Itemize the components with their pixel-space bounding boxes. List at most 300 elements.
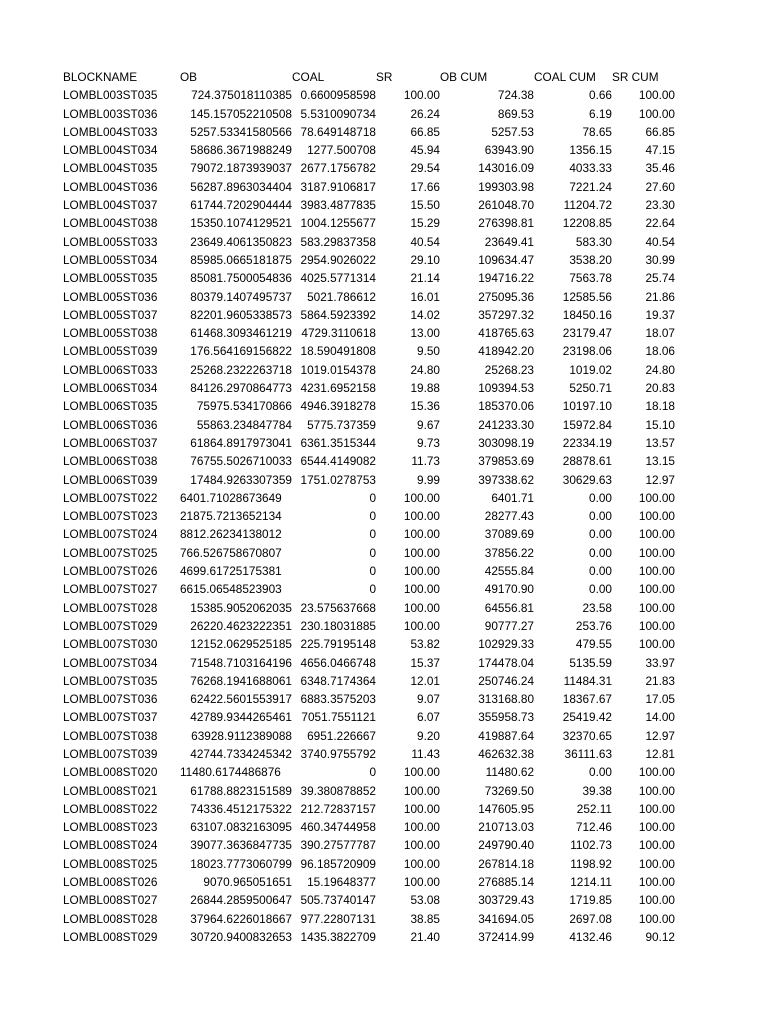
cell-sr: 15.37 (410, 655, 440, 670)
cell-blockname: LOMBL006ST035 (63, 399, 158, 414)
cell-ob-cum: 261048.70 (478, 198, 534, 213)
table-row (63, 599, 675, 617)
cell-blockname: LOMBL008ST025 (63, 856, 158, 871)
cell-sr-cum: 15.10 (645, 417, 675, 432)
cell-coal-cum: 253.76 (575, 618, 612, 633)
cell-ob-cum: 64556.81 (484, 600, 534, 615)
cell-coal-cum: 712.46 (575, 820, 612, 835)
cell-coal: 4231.6952158 (300, 381, 376, 396)
cell-coal-cum: 22334.19 (562, 435, 612, 450)
cell-blockname: LOMBL006ST033 (63, 362, 158, 377)
cell-coal-cum: 1198.92 (570, 856, 612, 871)
cell-coal: 0 (369, 545, 376, 560)
cell-ob-cum: 49170.90 (484, 582, 534, 597)
cell-ob-cum: 174478.04 (478, 655, 534, 670)
header-sr: SR (376, 70, 393, 84)
cell-blockname: LOMBL007ST038 (63, 728, 158, 743)
cell-coal-cum: 11484.31 (563, 673, 612, 688)
cell-blockname: LOMBL006ST034 (63, 381, 158, 396)
cell-coal: 0 (369, 564, 376, 579)
table-row (63, 123, 675, 141)
cell-blockname: LOMBL008ST022 (63, 801, 158, 816)
cell-sr: 15.29 (410, 216, 440, 231)
cell-blockname: LOMBL008ST027 (63, 893, 158, 908)
cell-ob: 63928.9112389088 (191, 728, 292, 743)
cell-sr-cum: 100.00 (638, 618, 675, 633)
cell-coal-cum: 0.00 (589, 582, 612, 597)
header-coal: COAL (292, 70, 325, 84)
cell-blockname: LOMBL005ST033 (63, 234, 158, 249)
cell-sr-cum: 25.74 (645, 271, 675, 286)
cell-sr-cum: 100.00 (638, 637, 675, 652)
cell-coal: 2954.9026022 (300, 252, 376, 267)
cell-sr-cum: 18.06 (645, 344, 675, 359)
cell-ob: 11480.6174486876 (180, 765, 281, 780)
cell-ob-cum: 28277.43 (484, 509, 534, 524)
cell-sr: 38.85 (410, 911, 440, 926)
cell-coal-cum: 25419.42 (562, 710, 612, 725)
table-row (63, 635, 675, 653)
cell-coal: 15.19648377 (307, 875, 376, 890)
cell-sr-cum: 22.64 (645, 216, 675, 231)
cell-coal: 2677.1756782 (300, 161, 376, 176)
cell-ob: 61788.8823151589 (190, 783, 292, 798)
table-row (63, 471, 675, 489)
cell-ob: 176.564169156822 (190, 344, 292, 359)
cell-sr: 100.00 (403, 600, 440, 615)
cell-ob: 76268.1941688061 (190, 673, 292, 688)
cell-blockname: LOMBL004ST033 (63, 124, 158, 139)
table-row (63, 196, 675, 214)
table-row (63, 361, 675, 379)
cell-ob: 85081.7500054836 (190, 271, 292, 286)
table-row (63, 818, 675, 836)
spreadsheet (63, 68, 683, 946)
cell-coal-cum: 32370.65 (562, 728, 612, 743)
table-row (63, 306, 675, 324)
cell-coal: 225.79195148 (300, 637, 376, 652)
cell-ob-cum: 147605.95 (478, 801, 534, 816)
cell-blockname: LOMBL007ST025 (63, 545, 158, 560)
cell-ob: 61468.3093461219 (190, 326, 292, 341)
cell-blockname: LOMBL008ST021 (63, 783, 158, 798)
header-sr-cum: SR CUM (612, 70, 659, 84)
table-row (63, 434, 675, 452)
cell-ob-cum: 109634.47 (478, 252, 534, 267)
cell-sr-cum: 100.00 (638, 838, 675, 853)
cell-sr-cum: 20.83 (645, 381, 675, 396)
cell-ob: 75975.534170866 (196, 399, 292, 414)
cell-coal: 3740.9755792 (300, 746, 376, 761)
cell-coal-cum: 78.65 (582, 124, 612, 139)
cell-sr: 100.00 (403, 545, 440, 560)
cell-blockname: LOMBL007ST027 (63, 582, 158, 597)
cell-ob-cum: 250746.24 (478, 673, 534, 688)
cell-ob: 26844.2859500647 (190, 893, 292, 908)
cell-ob-cum: 869.53 (497, 106, 534, 121)
cell-coal-cum: 0.00 (589, 509, 612, 524)
cell-sr-cum: 12.81 (645, 746, 675, 761)
cell-ob: 42789.9344265461 (190, 710, 292, 725)
table-row (63, 580, 675, 598)
cell-ob: 56287.8963034404 (190, 179, 292, 194)
cell-ob-cum: 5257.53 (491, 124, 534, 139)
cell-sr-cum: 13.57 (645, 435, 675, 450)
cell-ob-cum: 23649.41 (484, 234, 534, 249)
table-row (63, 507, 675, 525)
cell-coal: 6361.3515344 (300, 435, 376, 450)
cell-coal-cum: 39.38 (582, 783, 612, 798)
cell-coal-cum: 1719.85 (569, 893, 612, 908)
cell-coal-cum: 1356.15 (569, 143, 612, 158)
cell-ob: 21875.7213652134 (180, 509, 282, 524)
cell-ob-cum: 185370.06 (478, 399, 534, 414)
cell-blockname: LOMBL007ST030 (63, 637, 158, 652)
cell-sr: 9.50 (417, 344, 440, 359)
cell-blockname: LOMBL005ST038 (63, 326, 158, 341)
cell-ob-cum: 462632.38 (478, 746, 534, 761)
cell-ob-cum: 419887.64 (478, 728, 534, 743)
cell-ob-cum: 25268.23 (484, 362, 534, 377)
cell-ob-cum: 210713.03 (478, 820, 534, 835)
cell-blockname: LOMBL005ST036 (63, 289, 158, 304)
cell-ob: 37964.6226018667 (190, 911, 292, 926)
cell-ob: 62422.5601553917 (190, 692, 292, 707)
cell-sr-cum: 35.46 (645, 161, 675, 176)
cell-coal: 3983.4877835 (300, 198, 376, 213)
cell-sr-cum: 33.97 (645, 655, 675, 670)
cell-coal: 1019.0154378 (300, 362, 376, 377)
cell-coal: 5864.5923392 (300, 307, 376, 322)
cell-coal-cum: 0.00 (589, 765, 612, 780)
table-row (63, 489, 675, 507)
cell-sr: 24.80 (410, 362, 440, 377)
cell-blockname: LOMBL004ST035 (63, 161, 158, 176)
cell-coal-cum: 1214.11 (570, 875, 612, 890)
table-row (63, 342, 675, 360)
cell-ob-cum: 194716.22 (478, 271, 534, 286)
cell-blockname: LOMBL008ST026 (63, 875, 158, 890)
cell-ob: 5257.53341580566 (190, 124, 292, 139)
cell-ob-cum: 341694.05 (478, 911, 534, 926)
cell-coal-cum: 2697.08 (569, 911, 612, 926)
table-row (63, 324, 675, 342)
cell-coal: 4729.3110618 (301, 326, 376, 341)
cell-coal-cum: 583.30 (575, 234, 612, 249)
cell-coal: 0 (369, 527, 376, 542)
table-row (63, 214, 675, 232)
cell-sr: 11.73 (411, 454, 440, 469)
cell-sr-cum: 100.00 (638, 600, 675, 615)
cell-sr-cum: 66.85 (645, 124, 675, 139)
cell-ob-cum: 37089.69 (484, 527, 534, 542)
cell-coal: 7051.7551121 (301, 710, 376, 725)
cell-coal-cum: 7221.24 (569, 179, 612, 194)
cell-ob: 30720.9400832653 (190, 929, 292, 944)
cell-coal: 505.73740147 (300, 893, 376, 908)
table-row (63, 178, 675, 196)
cell-sr: 16.01 (410, 289, 440, 304)
table-row (63, 397, 675, 415)
cell-coal-cum: 1102.73 (570, 838, 612, 853)
cell-ob-cum: 267814.18 (478, 856, 534, 871)
cell-sr: 15.36 (410, 399, 440, 414)
cell-ob: 9070.965051651 (203, 875, 292, 890)
cell-ob: 6401.71028673649 (180, 490, 282, 505)
table-row (63, 416, 675, 434)
cell-coal-cum: 5135.59 (569, 655, 612, 670)
cell-coal: 1435.3822709 (300, 929, 376, 944)
table-row (63, 525, 675, 543)
table-row (63, 891, 675, 909)
cell-ob-cum: 372414.99 (478, 929, 534, 944)
cell-ob-cum: 11480.62 (485, 765, 534, 780)
table-row (63, 690, 675, 708)
cell-sr: 9.73 (417, 435, 440, 450)
table-row (63, 800, 675, 818)
cell-coal-cum: 12208.85 (562, 216, 612, 231)
cell-coal-cum: 0.00 (589, 545, 612, 560)
table-row (63, 562, 675, 580)
cell-sr: 100.00 (403, 783, 440, 798)
cell-ob: 79072.1873939037 (190, 161, 292, 176)
table-row (63, 617, 675, 635)
table-row (63, 288, 675, 306)
cell-ob: 26220.4623222351 (190, 618, 292, 633)
cell-blockname: LOMBL005ST039 (63, 344, 158, 359)
cell-sr: 9.20 (417, 728, 440, 743)
cell-coal-cum: 15972.84 (562, 417, 612, 432)
cell-sr-cum: 23.30 (645, 198, 675, 213)
table-row (63, 654, 675, 672)
cell-blockname: LOMBL007ST035 (63, 673, 158, 688)
table-row (63, 928, 675, 946)
table-row (63, 544, 675, 562)
cell-sr: 100.00 (403, 820, 440, 835)
cell-sr: 100.00 (403, 856, 440, 871)
cell-coal-cum: 0.00 (589, 527, 612, 542)
cell-coal: 1004.1255677 (300, 216, 376, 231)
cell-coal-cum: 5250.71 (569, 381, 612, 396)
cell-sr: 100.00 (403, 582, 440, 597)
cell-sr-cum: 14.00 (645, 710, 675, 725)
cell-sr: 29.10 (410, 252, 440, 267)
cell-sr-cum: 100.00 (638, 911, 675, 926)
cell-ob: 145.157052210508 (190, 106, 292, 121)
cell-ob: 12152.0629525185 (190, 637, 292, 652)
cell-coal: 0 (369, 509, 376, 524)
cell-sr-cum: 40.54 (645, 234, 675, 249)
cell-blockname: LOMBL008ST020 (63, 765, 158, 780)
cell-ob: 63107.0832163095 (190, 820, 292, 835)
cell-sr: 17.66 (410, 179, 440, 194)
cell-coal: 5775.737359 (307, 417, 376, 432)
cell-coal-cum: 479.55 (575, 637, 612, 652)
cell-coal: 230.18031885 (300, 618, 376, 633)
cell-sr: 29.54 (410, 161, 440, 176)
cell-ob: 18023.7773060799 (190, 856, 292, 871)
cell-coal: 4656.0466748 (300, 655, 376, 670)
cell-sr: 12.01 (410, 673, 440, 688)
cell-blockname: LOMBL007ST039 (63, 746, 158, 761)
cell-coal-cum: 0.00 (589, 564, 612, 579)
cell-sr: 9.07 (417, 692, 440, 707)
cell-sr-cum: 100.00 (638, 564, 675, 579)
cell-sr-cum: 18.18 (645, 399, 675, 414)
cell-blockname: LOMBL007ST036 (63, 692, 158, 707)
header-row (63, 68, 675, 86)
table-row (63, 251, 675, 269)
cell-ob: 15385.9052062035 (190, 600, 292, 615)
cell-coal-cum: 1019.02 (569, 362, 612, 377)
cell-coal-cum: 4132.46 (569, 929, 612, 944)
cell-blockname: LOMBL005ST034 (63, 252, 158, 267)
cell-ob-cum: 303098.19 (478, 435, 534, 450)
cell-sr: 26.24 (410, 106, 440, 121)
cell-coal-cum: 11204.72 (563, 198, 612, 213)
cell-coal: 583.29837358 (300, 234, 376, 249)
cell-ob-cum: 724.38 (497, 88, 534, 103)
cell-sr-cum: 90.12 (645, 929, 675, 944)
cell-ob: 74336.4512175322 (190, 801, 292, 816)
cell-sr: 15.50 (410, 198, 440, 213)
cell-blockname: LOMBL007ST026 (63, 564, 158, 579)
cell-ob-cum: 109394.53 (478, 381, 534, 396)
cell-sr: 100.00 (403, 490, 440, 505)
header-ob-cum: OB CUM (440, 70, 488, 84)
cell-ob-cum: 63943.90 (484, 143, 534, 158)
cell-ob: 58686.3671988249 (190, 143, 292, 158)
cell-ob: 766.526758670807 (180, 545, 282, 560)
cell-blockname: LOMBL004ST034 (63, 143, 158, 158)
cell-coal: 390.27577787 (300, 838, 376, 853)
cell-coal: 39.380878852 (300, 783, 376, 798)
cell-sr: 21.14 (410, 271, 440, 286)
cell-sr-cum: 100.00 (638, 106, 675, 121)
table-row (63, 836, 675, 854)
cell-coal: 4946.3918278 (300, 399, 376, 414)
cell-sr-cum: 27.60 (645, 179, 675, 194)
cell-ob: 82201.9605338573 (190, 307, 292, 322)
cell-coal-cum: 18367.67 (562, 692, 612, 707)
cell-sr-cum: 100.00 (638, 893, 675, 908)
cell-ob: 71548.7103164196 (190, 655, 292, 670)
table-row (63, 727, 675, 745)
table-row (63, 745, 675, 763)
cell-sr: 21.40 (410, 929, 440, 944)
cell-coal-cum: 0.00 (589, 490, 612, 505)
cell-ob: 42744.7334245342 (190, 746, 292, 761)
cell-coal: 23.575637668 (300, 600, 376, 615)
cell-blockname: LOMBL006ST039 (63, 472, 158, 487)
cell-sr: 11.43 (411, 746, 440, 761)
cell-coal-cum: 30629.63 (562, 472, 612, 487)
cell-ob-cum: 199303.98 (478, 179, 534, 194)
cell-sr-cum: 100.00 (638, 490, 675, 505)
cell-sr-cum: 18.07 (645, 326, 675, 341)
cell-coal: 6348.7174364 (300, 673, 376, 688)
cell-coal-cum: 3538.20 (569, 252, 612, 267)
cell-sr-cum: 17.05 (645, 692, 675, 707)
cell-ob-cum: 90777.27 (484, 618, 534, 633)
cell-ob-cum: 143016.09 (478, 161, 534, 176)
cell-sr-cum: 21.86 (645, 289, 675, 304)
cell-sr: 9.99 (417, 472, 440, 487)
cell-ob-cum: 241233.30 (478, 417, 534, 432)
cell-sr-cum: 24.80 (645, 362, 675, 377)
table-row (63, 269, 675, 287)
cell-ob: 25268.2322263718 (190, 362, 292, 377)
cell-coal-cum: 23198.06 (562, 344, 612, 359)
cell-sr: 100.00 (403, 765, 440, 780)
cell-coal: 0.6600958598 (300, 88, 376, 103)
table-row (63, 873, 675, 891)
cell-blockname: LOMBL008ST023 (63, 820, 158, 835)
cell-sr: 100.00 (403, 564, 440, 579)
cell-ob-cum: 37856.22 (484, 545, 534, 560)
cell-ob-cum: 42555.84 (484, 564, 534, 579)
cell-blockname: LOMBL007ST029 (63, 618, 158, 633)
cell-sr: 100.00 (403, 618, 440, 633)
cell-coal-cum: 23.58 (582, 600, 612, 615)
cell-sr: 53.08 (410, 893, 440, 908)
cell-ob: 6615.06548523903 (180, 582, 282, 597)
cell-sr-cum: 100.00 (638, 527, 675, 542)
cell-sr: 40.54 (410, 234, 440, 249)
cell-coal-cum: 252.11 (576, 801, 612, 816)
cell-sr-cum: 100.00 (638, 875, 675, 890)
cell-ob-cum: 355958.73 (478, 710, 534, 725)
cell-blockname: LOMBL008ST028 (63, 911, 158, 926)
cell-coal-cum: 0.66 (589, 88, 612, 103)
cell-blockname: LOMBL006ST038 (63, 454, 158, 469)
cell-ob-cum: 418942.20 (478, 344, 534, 359)
cell-ob: 724.375018110385 (191, 88, 292, 103)
cell-sr: 19.88 (410, 381, 440, 396)
cell-sr: 9.67 (417, 417, 440, 432)
cell-coal-cum: 36111.63 (564, 746, 612, 761)
cell-ob-cum: 379853.69 (478, 454, 534, 469)
cell-ob-cum: 102929.33 (478, 637, 534, 652)
cell-coal-cum: 4033.33 (569, 161, 612, 176)
table-row (63, 782, 675, 800)
cell-sr-cum: 100.00 (638, 88, 675, 103)
cell-coal-cum: 28878.61 (562, 454, 612, 469)
cell-coal-cum: 23179.47 (562, 326, 612, 341)
cell-sr: 100.00 (403, 527, 440, 542)
cell-coal: 6951.226667 (307, 728, 376, 743)
cell-sr: 13.00 (410, 326, 440, 341)
cell-blockname: LOMBL007ST037 (63, 710, 158, 725)
cell-blockname: LOMBL004ST037 (63, 198, 158, 213)
cell-coal: 1751.0278753 (300, 472, 376, 487)
cell-coal: 212.72837157 (300, 801, 376, 816)
cell-sr-cum: 100.00 (638, 509, 675, 524)
table-row (63, 233, 675, 251)
cell-sr: 100.00 (403, 88, 440, 103)
table-row (63, 105, 675, 123)
cell-coal: 977.22807131 (300, 911, 376, 926)
cell-sr-cum: 12.97 (645, 728, 675, 743)
cell-ob: 15350.1074129521 (190, 216, 292, 231)
cell-blockname: LOMBL007ST028 (63, 600, 158, 615)
cell-blockname: LOMBL007ST024 (63, 527, 158, 542)
cell-coal: 6544.4149082 (300, 454, 376, 469)
cell-ob-cum: 303729.43 (478, 893, 534, 908)
table-row (63, 855, 675, 873)
cell-blockname: LOMBL007ST034 (63, 655, 158, 670)
cell-ob: 84126.2970864773 (190, 381, 292, 396)
